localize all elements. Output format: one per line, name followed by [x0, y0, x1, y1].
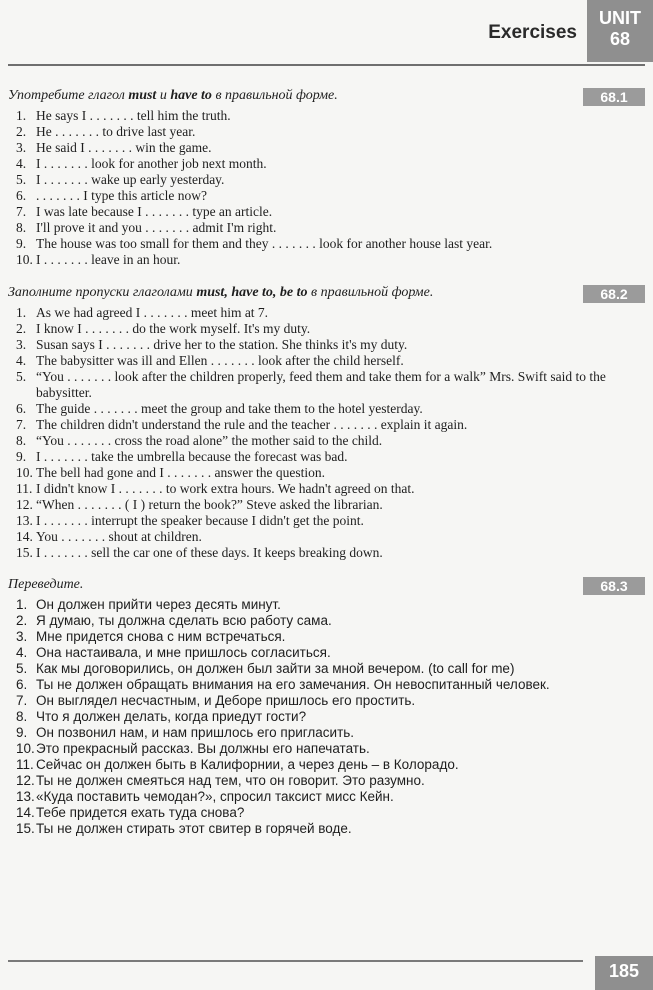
item-text: “When . . . . . . . ( I ) return the book?” Steve asked the librarian.: [36, 497, 383, 512]
exercise-item: [16, 236, 639, 252]
item-number: 7.: [16, 204, 27, 219]
item-number: 3.: [16, 629, 28, 644]
exercise-item: [16, 108, 639, 124]
item-text: He . . . . . . . to drive last year.: [36, 124, 196, 139]
exercise-badge-68-3: 68.3: [583, 577, 645, 595]
exercise-item: [16, 661, 639, 677]
item-number: 7.: [16, 417, 27, 432]
exercise-item: [16, 805, 639, 821]
exercise-list-68-2: [16, 305, 639, 561]
exercise-item: [16, 305, 639, 321]
item-text: Ты не должен смеяться над тем, что он говорит. Это разумно.: [36, 773, 425, 788]
exercise-item: [16, 124, 639, 140]
item-number: 3.: [16, 140, 27, 155]
exercise-item: [16, 465, 639, 481]
exercise-item: [16, 645, 639, 661]
item-number: 2.: [16, 124, 27, 139]
item-text: Мне придется снова с ним встречаться.: [36, 629, 286, 644]
item-text: Он выглядел несчастным, и Деборе пришлось его простить.: [36, 693, 416, 708]
exercise-item: [16, 629, 639, 645]
item-text: Что я должен делать, когда приедут гости?: [36, 709, 307, 724]
item-number: 10.: [16, 741, 35, 756]
exercise-item: [16, 709, 639, 725]
exercise-badge-68-1: 68.1: [583, 88, 645, 106]
item-number: 5.: [16, 172, 27, 187]
item-number: 1.: [16, 305, 27, 320]
exercise-item: [16, 220, 639, 236]
item-text: I . . . . . . . wake up early yesterday.: [36, 172, 225, 187]
item-number: 2.: [16, 321, 27, 336]
item-number: 7.: [16, 693, 28, 708]
exercise-item: [16, 188, 639, 204]
exercise-item: [16, 204, 639, 220]
item-text: Ты не должен стирать этот свитер в горячей воде.: [36, 821, 352, 836]
exercise-item: [16, 497, 639, 513]
item-text: I . . . . . . . take the umbrella because the forecast was bad.: [36, 449, 348, 464]
item-text: Я думаю, ты должна сделать всю работу сама.: [36, 613, 332, 628]
item-number: 15.: [16, 821, 35, 836]
item-number: 10.: [16, 465, 33, 480]
item-text: “You . . . . . . . look after the children properly, feed them and take them for a walk” Mrs. Swift said to the babysitter.: [36, 369, 606, 400]
exercise-item: [16, 821, 639, 837]
exercise-item: [16, 677, 639, 693]
item-text: He said I . . . . . . . win the game.: [36, 140, 212, 155]
exercise-list-68-1: [16, 108, 639, 268]
item-number: 6.: [16, 677, 28, 692]
instruction-68-3: Переведите.: [8, 577, 84, 592]
header-divider: [8, 64, 645, 66]
exercise-item: [16, 172, 639, 188]
item-text: I . . . . . . . sell the car one of these days. It keeps breaking down.: [36, 545, 383, 560]
item-text: Она настаивала, и мне пришлось согласиться.: [36, 645, 331, 660]
exercise-item: [16, 597, 639, 613]
item-text: «Куда поставить чемодан?», спросил таксист мисс Кейн.: [36, 789, 394, 804]
item-text: I was late because I . . . . . . . type an article.: [36, 204, 273, 219]
item-number: 3.: [16, 337, 27, 352]
item-text: The children didn't understand the rule and the teacher . . . . . . . explain it again.: [36, 417, 468, 432]
item-text: Сейчас он должен быть в Калифорнии, а через день – в Колорадо.: [36, 757, 459, 772]
item-number: 11.: [16, 757, 34, 772]
exercise-item: [16, 789, 639, 805]
exercise-item: [16, 545, 639, 561]
instruction-68-1: Употребите глагол must и have to в правильной форме.: [8, 88, 338, 103]
item-number: 8.: [16, 709, 28, 724]
item-text: The house was too small for them and they . . . . . . . look for another house last year.: [36, 236, 493, 251]
exercise-item: [16, 353, 639, 369]
exercise-item: [16, 481, 639, 497]
item-number: 14.: [16, 805, 35, 820]
item-text: You . . . . . . . shout at children.: [36, 529, 202, 544]
item-text: Тебе придется ехать туда снова?: [36, 805, 245, 820]
exercise-item: [16, 140, 639, 156]
item-number: 4.: [16, 353, 27, 368]
item-number: 9.: [16, 236, 27, 251]
item-number: 6.: [16, 401, 27, 416]
item-text: I . . . . . . . interrupt the speaker because I didn't get the point.: [36, 513, 364, 528]
exercise-item: [16, 757, 639, 773]
exercise-item: [16, 529, 639, 545]
exercise-item: [16, 773, 639, 789]
item-number: 9.: [16, 449, 27, 464]
exercise-item: [16, 741, 639, 757]
item-number: 8.: [16, 433, 27, 448]
item-number: 12.: [16, 773, 35, 788]
item-number: 5.: [16, 661, 28, 676]
item-number: 14.: [16, 529, 33, 544]
unit-label: UNIT: [599, 8, 641, 28]
item-number: 4.: [16, 645, 28, 660]
item-text: . . . . . . . I type this article now?: [36, 188, 207, 203]
item-number: 15.: [16, 545, 33, 560]
item-text: I know I . . . . . . . do the work myself. It's my duty.: [36, 321, 311, 336]
exercise-item: [16, 433, 639, 449]
item-text: I'll prove it and you . . . . . . . admit I'm right.: [36, 220, 277, 235]
item-number: 13.: [16, 513, 33, 528]
exercise-item: [16, 449, 639, 465]
exercise-item: [16, 693, 639, 709]
item-number: 8.: [16, 220, 27, 235]
exercise-item: [16, 321, 639, 337]
exercise-item: [16, 725, 639, 741]
item-number: 4.: [16, 156, 27, 171]
exercise-item: [16, 401, 639, 417]
instruction-68-2: Заполните пропуски глаголами must, have to, be to в правильной форме.: [8, 285, 434, 300]
page-number: 185: [595, 956, 653, 990]
item-text: He says I . . . . . . . tell him the truth.: [36, 108, 231, 123]
exercise-item: [16, 369, 639, 401]
exercise-badge-68-2: 68.2: [583, 285, 645, 303]
exercise-item: [16, 613, 639, 629]
exercise-list-68-3: [16, 597, 639, 837]
item-text: The babysitter was ill and Ellen . . . . . . . look after the child herself.: [36, 353, 404, 368]
item-number: 12.: [16, 497, 33, 512]
item-text: Как мы договорились, он должен был зайти за мной вечером. (to call for me): [36, 661, 515, 676]
item-text: Susan says I . . . . . . . drive her to the station. She thinks it's my duty.: [36, 337, 408, 352]
item-number: 11.: [16, 481, 33, 496]
unit-tab: [587, 0, 653, 62]
item-number: 10.: [16, 252, 33, 267]
item-text: I . . . . . . . leave in an hour.: [36, 252, 181, 267]
item-text: “You . . . . . . . cross the road alone” the mother said to the child.: [36, 433, 383, 448]
exercise-item: [16, 252, 639, 268]
exercise-item: [16, 156, 639, 172]
item-number: 1.: [16, 108, 27, 123]
item-number: 13.: [16, 789, 35, 804]
item-text: I didn't know I . . . . . . . to work extra hours. We hadn't agreed on that.: [36, 481, 415, 496]
item-number: 2.: [16, 613, 28, 628]
item-text: I . . . . . . . look for another job next month.: [36, 156, 267, 171]
footer-divider: [8, 960, 583, 962]
item-number: 5.: [16, 369, 27, 384]
item-text: The bell had gone and I . . . . . . . answer the question.: [36, 465, 326, 480]
item-number: 9.: [16, 725, 28, 740]
item-text: Он позвонил нам, и нам пришлось его пригласить.: [36, 725, 355, 740]
page-title: Exercises: [488, 22, 577, 43]
exercise-item: [16, 417, 639, 433]
item-number: 6.: [16, 188, 27, 203]
item-text: Это прекрасный рассказ. Вы должны его напечатать.: [36, 741, 370, 756]
item-text: Ты не должен обращать внимания на его замечания. Он невоспитанный человек.: [36, 677, 550, 692]
unit-number: 68: [609, 29, 631, 49]
item-text: The guide . . . . . . . meet the group and take them to the hotel yesterday.: [36, 401, 423, 416]
item-number: 1.: [16, 597, 28, 612]
item-text: Он должен прийти через десять минут.: [36, 597, 281, 612]
exercise-item: [16, 513, 639, 529]
item-text: As we had agreed I . . . . . . . meet him at 7.: [36, 305, 269, 320]
exercise-item: [16, 337, 639, 353]
